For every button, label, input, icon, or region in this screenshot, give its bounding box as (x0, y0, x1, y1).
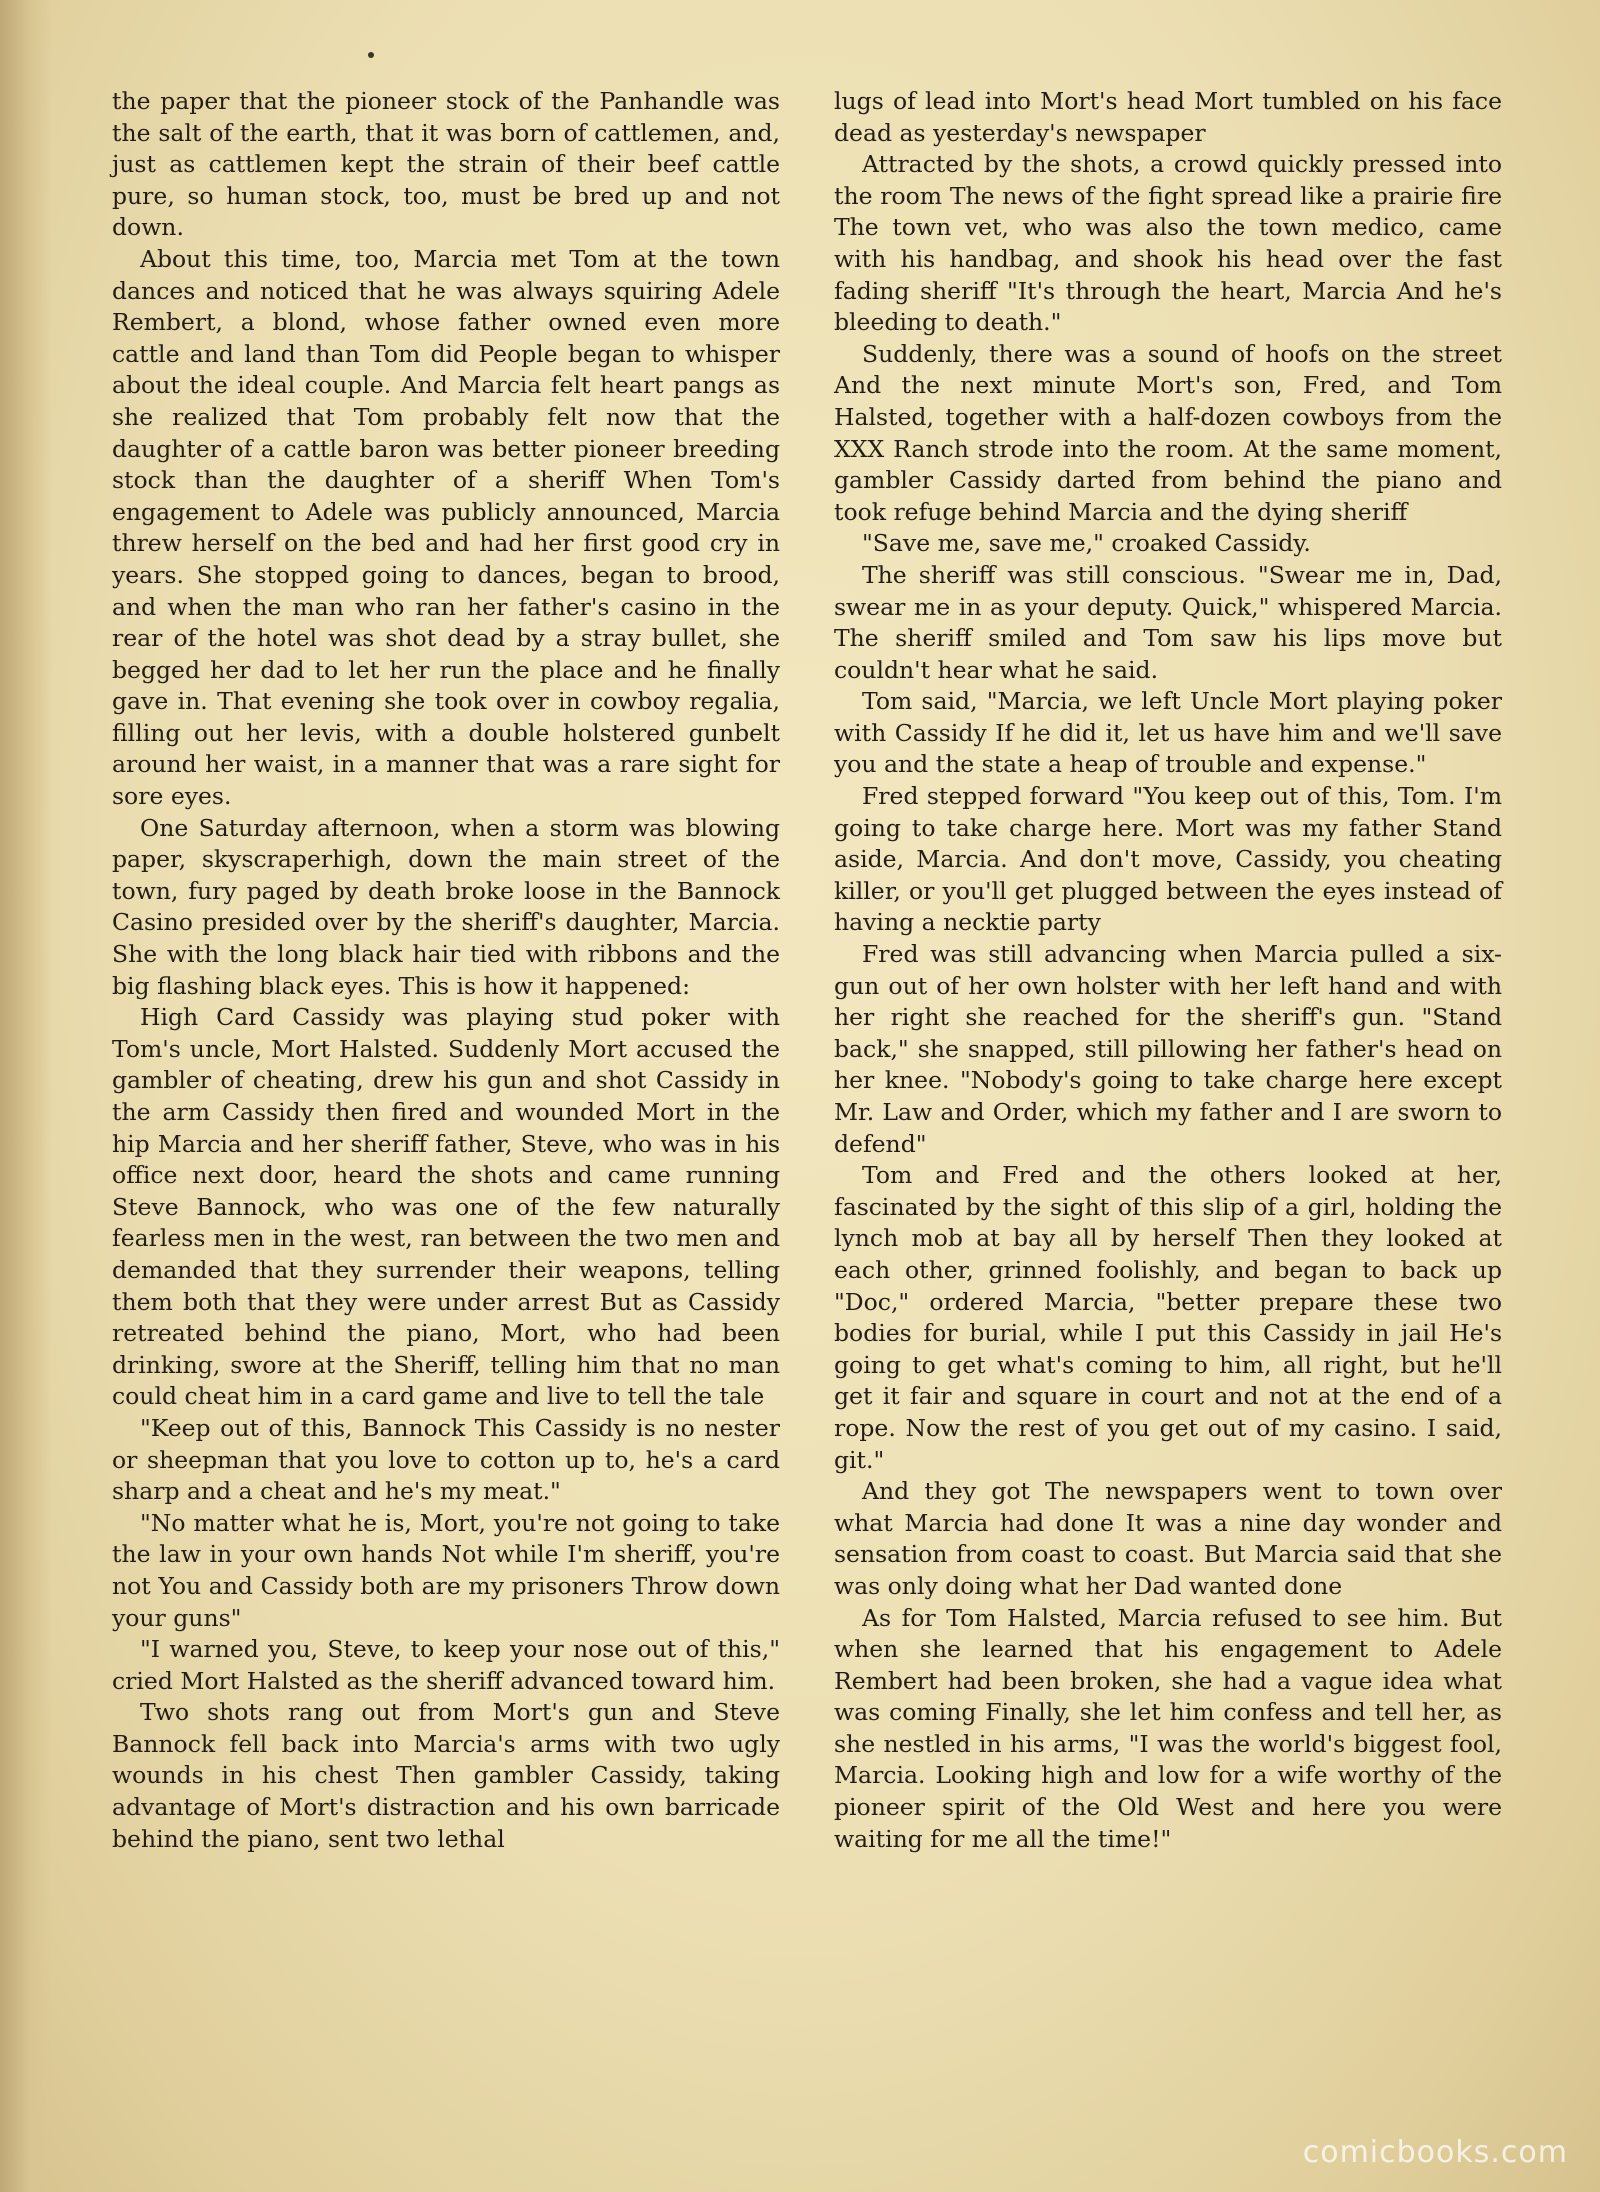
page-dot-mark (368, 52, 374, 58)
paragraph: And they got The newspapers went to town over what Marcia had done It was a nine day wonder and sensation from coast to coast. But Marcia said that she was only doing what her Dad wanted done (834, 1477, 1502, 1600)
paragraph: About this time, too, Marcia met Tom at the town dances and noticed that he was always squiring Adele Rembert, a blond, whose father owned even more cattle and land than Tom did People began to whisper about the ideal couple. And Marcia felt heart pangs as she realized that Tom probably felt now that the daughter of a cattle baron was better pioneer breeding stock than the daughter of a sheriff When Tom's engagement to Adele was publicly announced, Marcia threw herself on the bed and had her first good cry in years. She stopped going to dances, began to brood, and when the man who ran her father's casino in the rear of the hotel was shot dead by a stray bullet, she begged her dad to let her run the place and he finally gave in. That evening she took over in cowboy regalia, filling out her levis, with a double holstered gunbelt around her waist, in a manner that was a rare sight for sore eyes. (112, 244, 780, 811)
paragraph: "No matter what he is, Mort, you're not going to take the law in your own hands Not while I'm sheriff, you're not You and Cassidy both are my prisoners Throw down your guns" (112, 1508, 780, 1632)
paragraph: "Keep out of this, Bannock This Cassidy is no nester or sheepman that you love to cotton up to, he's a card sharp and a cheat and he's my meat." (112, 1413, 780, 1506)
paragraph: Fred was still advancing when Marcia pulled a six-gun out of her own holster with her left hand and with her right she reached for the sheriff's gun. "Stand back," she snapped, still pillowing her father's head on her knee. "Nobody's going to take charge here except Mr. Law and Order, which my father and I are sworn to defend" (834, 940, 1502, 1158)
site-watermark: comicbooks.com (1302, 2135, 1568, 2170)
paragraph: One Saturday afternoon, when a storm was blowing paper, skyscraperhigh, down the main street of the town, fury paged by death broke loose in the Bannock Casino presided over by the sheriff's daughter, Marcia. She with the long black hair tied with ribbons and the big flashing black eyes. This is how it happened: (112, 813, 780, 1000)
right-text-column (834, 86, 1502, 1855)
paragraph: Attracted by the shots, a crowd quickly pressed into the room The news of the fight spread like a prairie fire The town vet, who was also the town medico, came with his handbag, and shook his head over the fast fading sheriff "It's through the heart, Marcia And he's bleeding to death." (834, 150, 1502, 337)
paragraph: Two shots rang out from Mort's gun and Steve Bannock fell back into Marcia's arms with two ugly wounds in his chest Then gambler Cassidy, taking advantage of Mort's distraction and his own barricade behind the piano, sent two lethal (112, 1698, 780, 1853)
paragraph: Fred stepped forward "You keep out of this, Tom. I'm going to take charge here. Mort was my father Stand aside, Marcia. And don't move, Cassidy, you cheating killer, or you'll get plugged between the eyes instead of having a necktie party (834, 782, 1502, 937)
paragraph: Suddenly, there was a sound of hoofs on the street And the next minute Mort's son, Fred, and Tom Halsted, together with a half-dozen cowboys from the XXX Ranch strode into the room. At the same moment, gambler Cassidy darted from behind the piano and took refuge behind Marcia and the dying sheriff (834, 339, 1502, 526)
paragraph: "Save me, save me," croaked Cassidy. (862, 529, 1311, 558)
paragraph: lugs of lead into Mort's head Mort tumbled on his face dead as yesterday's newspaper (834, 87, 1502, 147)
paragraph: Tom said, "Marcia, we left Uncle Mort playing poker with Cassidy If he did it, let us have him and we'll save you and the state a heap of trouble and expense." (834, 687, 1502, 779)
paragraph: the paper that the pioneer stock of the Panhandle was the salt of the earth, that it was born of cattlemen, and, just as cattlemen kept the strain of their beef cattle pure, so human stock, too, must be bred up and not down. (112, 87, 780, 242)
binding-shadow (0, 0, 52, 2192)
left-text-column (112, 86, 780, 1855)
paragraph: The sheriff was still conscious. "Swear me in, Dad, swear me in as your deputy. Quick," whispered Marcia. The sheriff smiled and Tom saw his lips move but couldn't hear what he said. (834, 560, 1502, 684)
paragraph: As for Tom Halsted, Marcia refused to see him. But when she learned that his engagement to Adele Rembert had been broken, she had a vague idea what was coming Finally, she let him confess and tell her, as she nestled in his arms, "I was the world's biggest fool, Marcia. Looking high and low for a wife worthy of the pioneer spirit of the Old West and here you were waiting for me all the time!" (834, 1603, 1502, 1853)
paragraph: High Card Cassidy was playing stud poker with Tom's uncle, Mort Halsted. Suddenly Mort accused the gambler of cheating, drew his gun and shot Cassidy in the arm Cassidy then fired and wounded Mort in the hip Marcia and her sheriff father, Steve, who was in his office next door, heard the shots and came running Steve Bannock, who was one of the few naturally fearless men in the west, ran between the two men and demanded that they surrender their weapons, telling them both that they were under arrest But as Cassidy retreated behind the piano, Mort, who had been drinking, swore at the Sheriff, telling him that no man could cheat him in a card game and live to tell the tale (112, 1003, 780, 1411)
paragraph: "I warned you, Steve, to keep your nose out of this," cried Mort Halsted as the sheriff advanced toward him. (112, 1635, 780, 1695)
paragraph: Tom and Fred and the others looked at her, fascinated by the sight of this slip of a girl, holding the lynch mob at bay all by herself Then they looked at each other, grinned foolishly, and began to back up "Doc," ordered Marcia, "better prepare these two bodies for burial, while I put this Cassidy in jail He's going to get what's coming to him, all right, but he'll get it fair and square in court and not at the end of a rope. Now the rest of you get out of my casino. I said, git." (834, 1161, 1502, 1474)
